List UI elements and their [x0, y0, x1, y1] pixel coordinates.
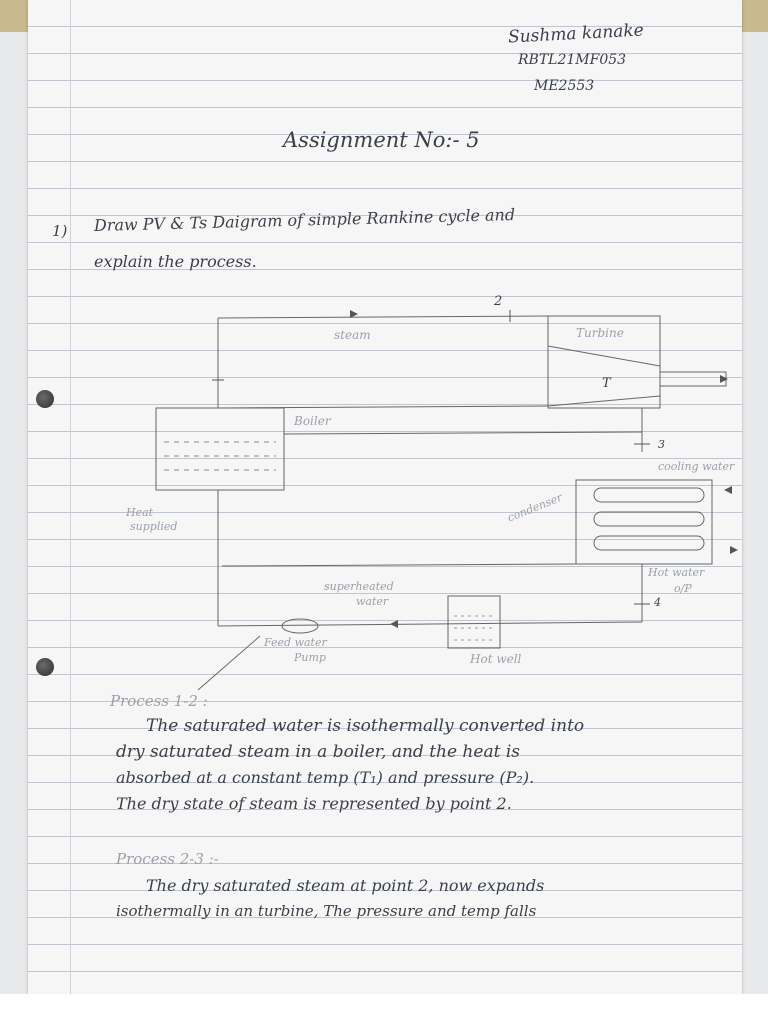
- rankine-cycle-diagram: [28, 0, 742, 994]
- process-2-3-line: isothermally in an turbine, The pressure and temp falls: [116, 902, 537, 920]
- feed-pump-label-2: Pump: [294, 651, 326, 664]
- feed-pump-label-1: Feed water: [264, 636, 327, 649]
- heat-supplied-label-2: supplied: [130, 520, 178, 533]
- turbine-symbol: T: [602, 376, 611, 391]
- heat-supplied-label-1: Heat: [126, 506, 154, 519]
- binder-hole: [36, 390, 54, 408]
- point-2-label: 2: [494, 294, 503, 309]
- course-code: ME2553: [534, 78, 595, 94]
- turbine-label: Turbine: [576, 326, 624, 340]
- hot-water-label-2: o/P: [674, 582, 692, 595]
- question-line-1: Draw PV & Ts Daigram of simple Rankine cycle and: [93, 204, 516, 235]
- notebook-page: [28, 0, 742, 994]
- boiler-box: [156, 408, 284, 490]
- process-1-2-line: absorbed at a constant temp (T₁) and pressure (P₂).: [116, 768, 535, 787]
- student-usn: RBTL21MF053: [518, 52, 627, 68]
- hot-well-water: [454, 616, 494, 640]
- steam-label: steam: [334, 328, 371, 342]
- process-2-3-heading: Process 2-3 :-: [116, 850, 219, 868]
- superheated-label-1: superheated: [324, 580, 394, 593]
- turbine-taper-bottom: [548, 396, 660, 406]
- assignment-title: Assignment No:- 5: [283, 128, 480, 152]
- boiler-water: [164, 442, 276, 470]
- point-3-label: 3: [658, 438, 665, 451]
- condenser-label: condenser: [505, 490, 565, 525]
- cooling-water-label: cooling water: [658, 460, 735, 473]
- process-2-3-line: The dry saturated steam at point 2, now expands: [146, 876, 545, 895]
- point-4-label: 4: [654, 596, 661, 609]
- superheated-label-2: water: [356, 595, 389, 608]
- process-1-2-line: The saturated water is isothermally converted into: [146, 716, 585, 736]
- condenser-box: [576, 480, 712, 564]
- condensate-line: [222, 564, 576, 566]
- turbine-shaft: [660, 372, 726, 386]
- question-number: 1): [52, 222, 68, 240]
- bottom-margin: [0, 994, 768, 1024]
- pump-pointer: [198, 636, 260, 690]
- steam-pipe-top: [218, 316, 548, 318]
- binder-hole: [36, 658, 54, 676]
- process-1-2-heading: Process 1-2 :: [110, 692, 208, 710]
- feed-pump: [282, 619, 318, 633]
- process-1-2-line: The dry state of steam is represented by point 2.: [116, 794, 512, 813]
- boiler-label: Boiler: [294, 414, 331, 428]
- process-1-2-line: dry saturated steam in a boiler, and the heat is: [116, 742, 520, 762]
- boiler-line: [284, 432, 642, 434]
- hot-water-label-1: Hot water: [648, 566, 705, 579]
- turbine-taper-top: [548, 346, 660, 366]
- hot-well-label: Hot well: [470, 652, 522, 666]
- question-line-2: explain the process.: [94, 252, 257, 271]
- student-name: Sushma kanake: [507, 20, 645, 48]
- cooling-coils: [594, 488, 704, 550]
